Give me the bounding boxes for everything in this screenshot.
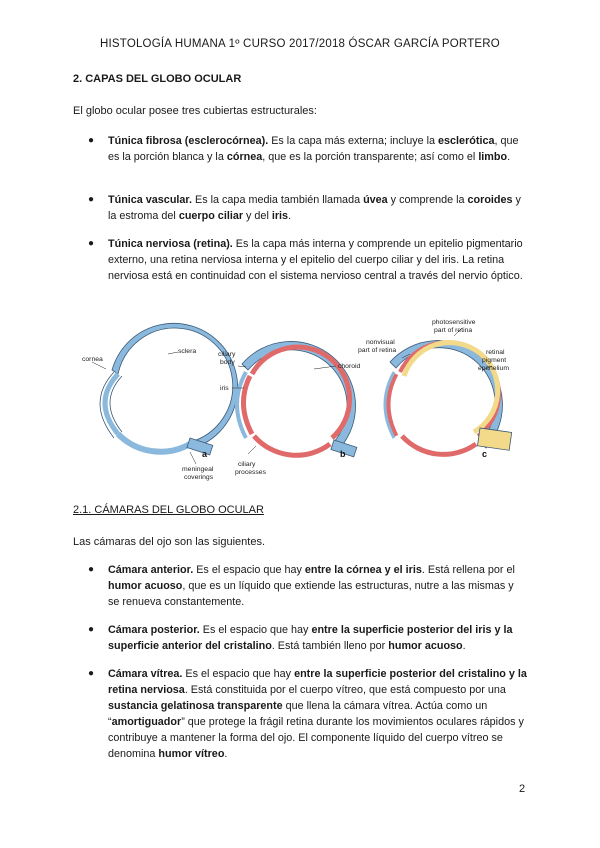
text: . Está constituida por el cuerpo vítreo, que está compuesto por una	[184, 684, 506, 696]
term: entre la superficie posterior del cristalino y la retina nerviosa	[108, 668, 527, 696]
term: Cámara anterior.	[108, 564, 194, 576]
term: Túnica fibrosa (esclerocórnea).	[108, 135, 269, 147]
text: , que es la porción blanca y la	[108, 135, 519, 163]
term: coroides	[467, 194, 513, 206]
label-letter-b: b	[340, 449, 346, 459]
label-body: body	[220, 359, 235, 366]
text: y del	[243, 210, 272, 222]
term: iris	[271, 210, 289, 222]
label-part-of-retina-2: part of retina	[358, 347, 397, 354]
bullet-icon: ●	[88, 564, 95, 575]
intro-paragraph-2: Las cámaras del ojo son las siguientes.	[73, 536, 265, 548]
list-item-tunica-vascular	[88, 192, 528, 224]
text: .	[288, 210, 292, 222]
list-item-camara-anterior	[88, 562, 528, 610]
figure-background	[78, 314, 524, 489]
text: Es el espacio que hay	[182, 668, 295, 680]
bullet-icon: ●	[88, 238, 95, 249]
text: ” que protege la frágil retina durante los movimientos oculares rápidos y contribuye a mantener la forma del ojo. El componente líquido del cuerpo vítreo se denomina	[108, 716, 524, 760]
text: y comprende la	[387, 194, 468, 206]
text: , que es la porción transparente; así como el	[262, 151, 479, 163]
page-number: 2	[519, 783, 526, 795]
list-item-camara-posterior	[88, 622, 528, 654]
section-title: 2. CAPAS DEL GLOBO OCULAR	[73, 73, 242, 85]
text: .	[462, 640, 466, 652]
label-part-of-retina-1: part of retina	[434, 327, 473, 334]
label-iris: iris	[220, 385, 229, 392]
intro-paragraph: El globo ocular posee tres cubiertas estructurales:	[73, 105, 317, 117]
text: . Está rellena por el	[421, 564, 515, 576]
bullet-icon: ●	[88, 135, 95, 146]
label-letter-a: a	[202, 449, 208, 459]
text: . Está también lleno por	[271, 640, 389, 652]
term: entre la superficie posterior del iris y la superficie anterior del cristalino	[108, 624, 513, 652]
label-choroid: choroid	[338, 363, 361, 370]
label-ciliary: ciliary	[218, 351, 236, 358]
text: Es la capa media también llamada	[192, 194, 364, 206]
label-meningeal: meningeal	[182, 466, 214, 473]
term: amortiguador	[111, 716, 182, 728]
text: Es la capa más interna y comprende un epitelio pigmentario externo, una retina nerviosa interna y el epitelio del cuerpo ciliar y del iris. La retina nerviosa está en continuidad con el sistema nervioso central a través del nervio óptico.	[108, 238, 523, 282]
text: que llena la cámara vítrea. Actúa como un “	[108, 700, 488, 728]
term: úvea	[363, 194, 388, 206]
term: cuerpo ciliar	[178, 210, 244, 222]
page-header: HISTOLOGÍA HUMANA 1º CURSO 2017/2018 ÓSCAR GARCÍA PORTERO	[100, 38, 500, 50]
term: humor acuoso	[388, 640, 463, 652]
label-ciliary-processes-2: processes	[235, 469, 266, 476]
term: humor acuoso	[108, 580, 183, 592]
list-item-camara-vitrea	[88, 666, 528, 762]
term: limbo	[478, 151, 508, 163]
text: Es el espacio que hay	[193, 564, 305, 576]
text: .	[224, 748, 228, 760]
label-pigment: pigment	[482, 357, 507, 364]
text: Es la capa más externa; incluye la	[268, 135, 439, 147]
text: , que es un líquido que extiende las estructuras, nutre a las mismas y se renueva constantemente.	[108, 580, 514, 608]
text: y la estroma del	[108, 194, 521, 222]
bullet-icon: ●	[88, 194, 95, 205]
term: córnea	[226, 151, 263, 163]
eye-layers-figure	[78, 314, 524, 489]
term: Cámara vítrea.	[108, 668, 183, 680]
term: humor vítreo	[158, 748, 225, 760]
list-item-tunica-nerviosa	[88, 236, 528, 284]
label-coverings: coverings	[184, 474, 214, 481]
term: esclerótica	[438, 135, 495, 147]
term: Cámara posterior.	[108, 624, 200, 636]
text: .	[507, 151, 511, 163]
label-cornea: cornea	[82, 356, 103, 363]
label-ciliary-processes-1: ciliary	[238, 461, 256, 468]
label-photosensitive: photosensitive	[432, 319, 476, 326]
label-retinal: retinal	[486, 349, 505, 356]
term: sustancia gelatinosa transparente	[108, 700, 283, 712]
label-epithelium: epithelium	[478, 365, 509, 372]
text: Es el espacio que hay	[199, 624, 312, 636]
term: Túnica vascular.	[108, 194, 193, 206]
term: entre la córnea y el iris	[304, 564, 422, 576]
bullet-icon: ●	[88, 624, 95, 635]
bullet-icon: ●	[88, 668, 95, 679]
label-nonvisual: nonvisual	[366, 339, 395, 346]
label-letter-c: c	[482, 449, 488, 459]
label-sclera: sclera	[178, 348, 197, 355]
list-item-tunica-fibrosa	[88, 133, 528, 165]
subsection-title: 2.1. CÁMARAS DEL GLOBO OCULAR	[73, 504, 264, 516]
term: Túnica nerviosa (retina).	[108, 238, 233, 250]
